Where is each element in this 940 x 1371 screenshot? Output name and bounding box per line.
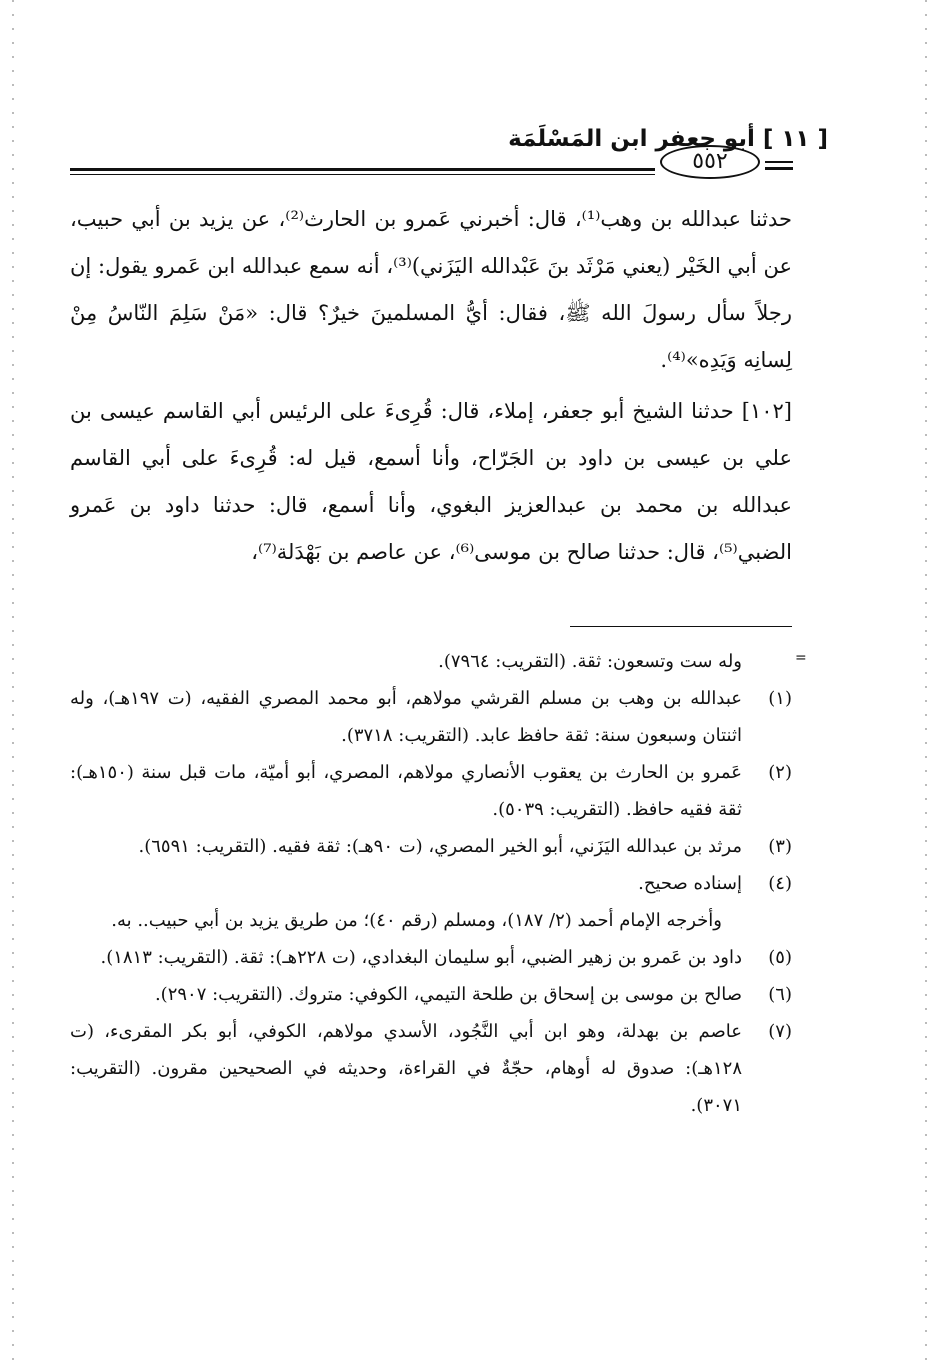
header-rule-right [765, 161, 793, 163]
footnote-separator [570, 626, 792, 627]
footnotes [70, 643, 792, 1124]
page-number: ٥٥٢ [660, 145, 760, 179]
footnote-6 [70, 976, 792, 1013]
footnote-text: مرثد بن عبدالله اليَزَني، أبو الخير المصري، (ت ٩٠هـ): ثقة فقيه. (التقريب: ٦٥٩١). [138, 836, 742, 857]
footnote-1 [70, 680, 792, 754]
footnote-2 [70, 754, 792, 828]
footnote-7 [70, 1013, 792, 1124]
paragraph-isnad-continuation: حدثنا عبدالله بن وهب⁽¹⁾، قال: أخبرني عَمرو بن الحارث⁽²⁾، عن يزيد بن أبي حبيب، عن أبي الخَيْر (يعني مَرْثَد بنَ عَبْدالله اليَزَني)⁽³⁾، أنه سمع عبدالله ابن عَمرو يقول: إن رجلاً سأل رسولَ الله ﷺ، فقال: أيُّ المسلمينَ خيرٌ؟ قال: «مَنْ سَلِمَ النّاسُ مِنْ لِسانِه وَيَدِه»⁽⁴⁾. [70, 207, 792, 372]
footnote-4-takhrij: وأخرجه الإمام أحمد (٢/ ١٨٧)، ومسلم (رقم ٤٠)؛ من طريق يزيد بن أبي حبيب.. به. [111, 910, 722, 931]
scan-dots-left [12, 0, 14, 1371]
footnote-number: (١) [768, 688, 792, 709]
footnote-text: عَمرو بن الحارث بن يعقوب الأنصاري مولاهم، المصري، أبو أميّة، مات قبل سنة (١٥٠هـ): ثقة فقيه حافظ. (التقريب: ٥٠٣٩). [70, 762, 742, 820]
footnote-number: (٤) [768, 873, 792, 894]
footnote-continued-text: وله ست وتسعون: ثقة. (التقريب: ٧٩٦٤). [438, 651, 742, 672]
paragraph-hadith-102: [١٠٢] حدثنا الشيخ أبو جعفر، إملاء، قال: قُرِىءَ على الرئيس أبي القاسم عيسى بن علي بن عيسى بن داود بن الجَرّاح، وأنا أسمع، قيل له: قُرِىءَ على أبي القاسم عبدالله بن محمد بن عبدالعزيز البغوي، وأنا أسمع، قال: حدثنا داود بن عَمرو الضبي⁽⁵⁾، قال: حدثنا صالح بن موسى⁽⁶⁾، عن عاصم بن بَهْدَلة⁽⁷⁾، [70, 399, 792, 564]
footnote-text: عاصم بن بهدلة، وهو ابن أبي النَّجُود، الأسدي مولاهم، الكوفي، أبو بكر المقرىء، (ت ١٢٨هـ): صدوق له أوهام، حجّةٌ في القراءة، وحديثه في الصحيحين مقرون. (التقريب: ٣٠٧١). [70, 1021, 742, 1116]
header-rule-thin [70, 174, 655, 175]
footnote-text: إسناده صحيح. [638, 873, 742, 894]
running-head: [ ١١ ] أبو جعفر ابن المَسْلَمَة [508, 126, 828, 152]
footnote-4 [70, 865, 792, 902]
footnote-number: (٥) [768, 947, 792, 968]
footnote-number: (٦) [768, 984, 792, 1005]
footnote-number: (٢) [768, 762, 792, 783]
footnote-text: صالح بن موسى بن إسحاق بن طلحة التيمي، الكوفي: متروك. (التقريب: ٢٩٠٧). [154, 984, 742, 1005]
footnote-text: داود بن عَمرو بن زهير الضبي، أبو سليمان البغدادي، (ت ٢٢٨هـ): ثقة. (التقريب: ١٨١٣). [100, 947, 742, 968]
footnote-continuation-mark: = [795, 650, 807, 666]
header-rule-right-lower [765, 167, 793, 170]
footnote-number: (٧) [768, 1021, 792, 1042]
footnote-number: (٣) [768, 836, 792, 857]
scan-dots-right [925, 0, 927, 1371]
main-text [70, 196, 792, 576]
header-rule [70, 168, 655, 171]
footnote-3 [70, 828, 792, 865]
footnote-text: عبدالله بن وهب بن مسلم القرشي مولاهم، أبو محمد المصري الفقيه، (ت ١٩٧هـ)، وله اثنتان وسبعون سنة: ثقة حافظ عابد. (التقريب: ٣٧١٨). [70, 688, 742, 746]
footnote-5 [70, 939, 792, 976]
